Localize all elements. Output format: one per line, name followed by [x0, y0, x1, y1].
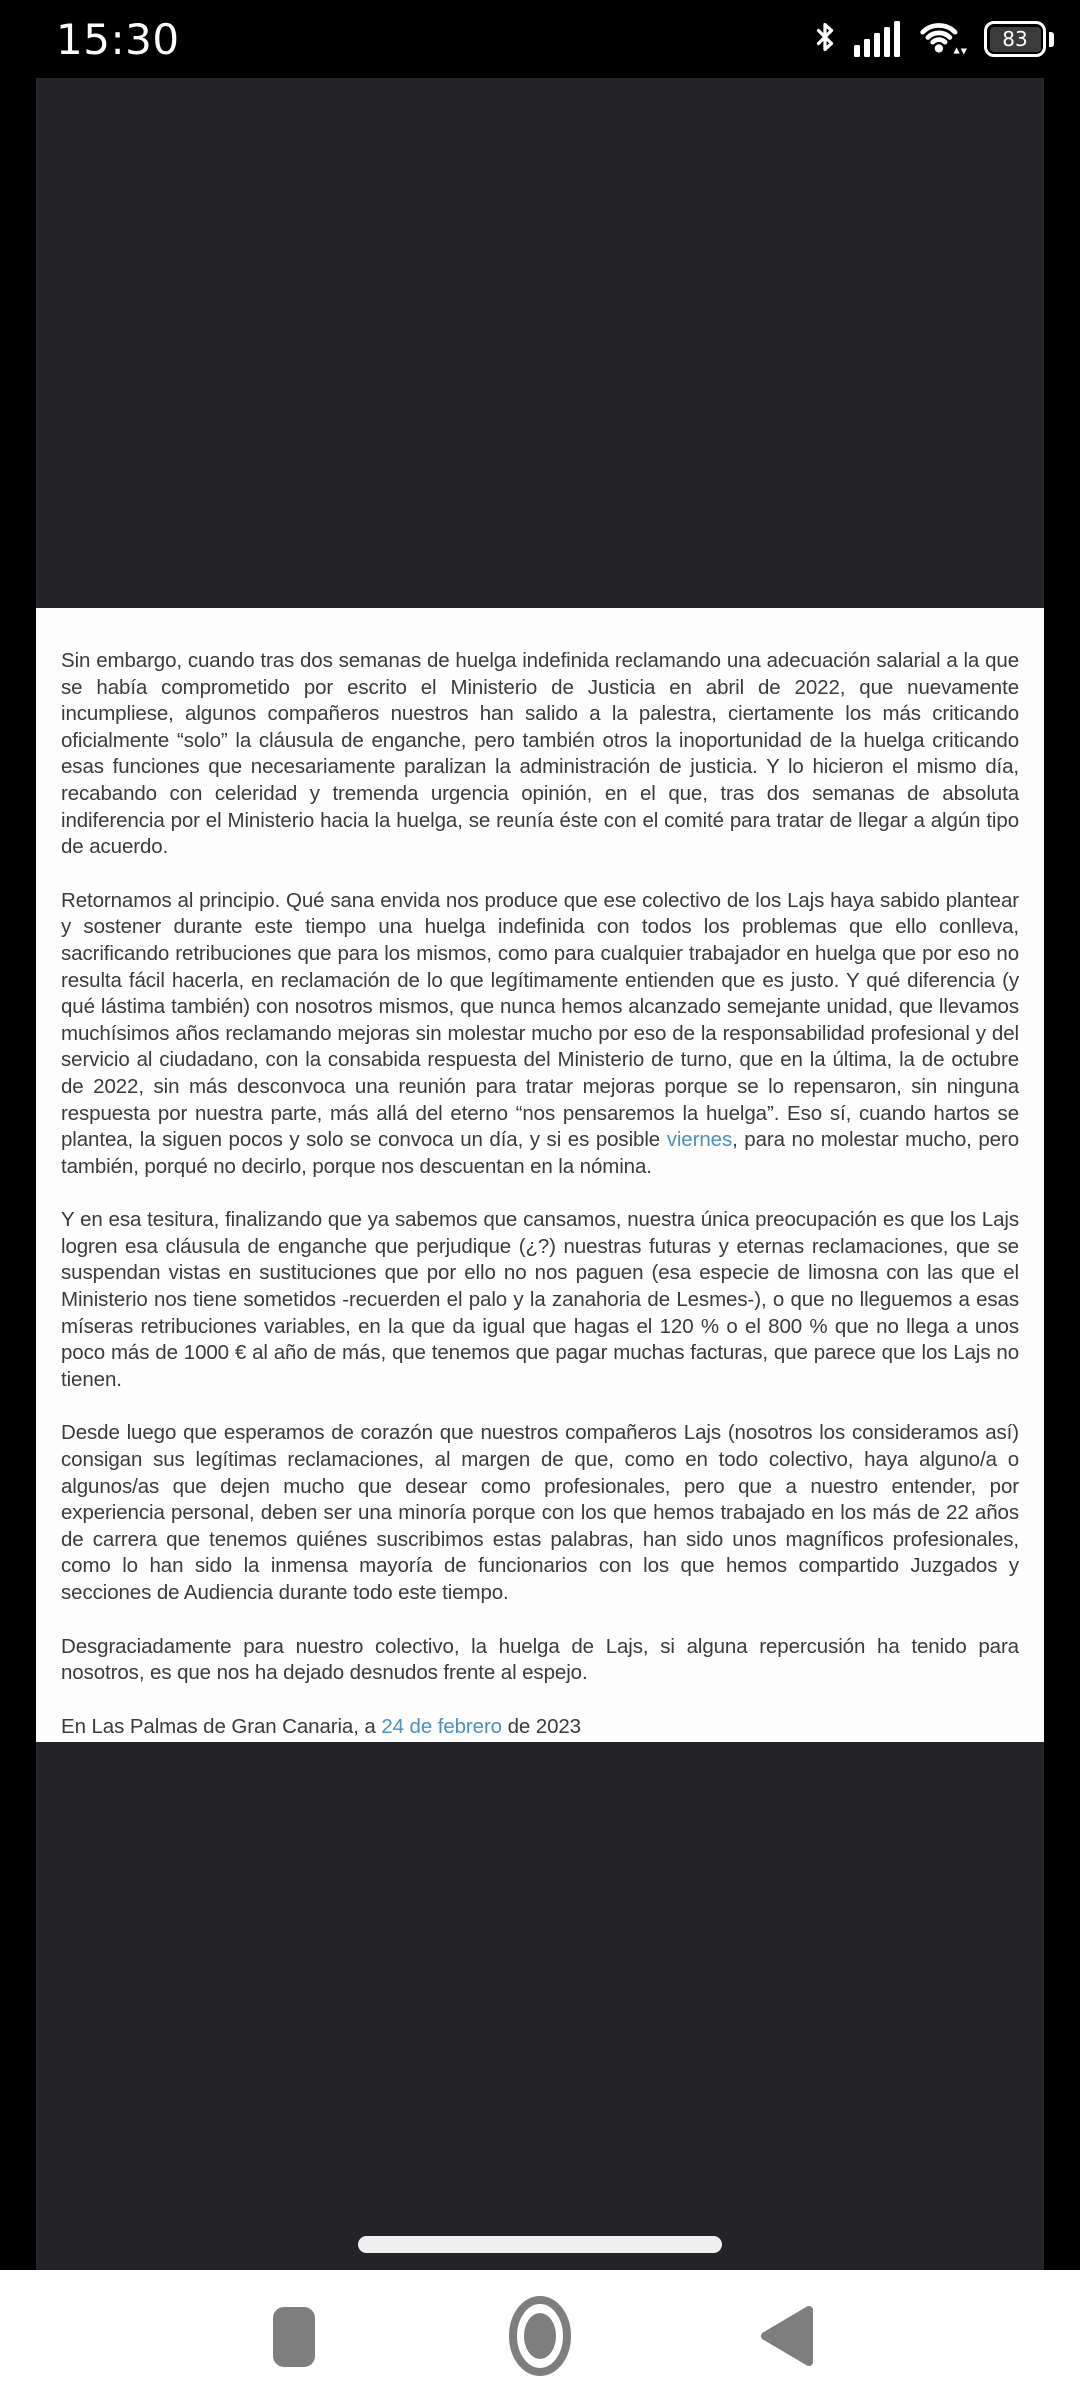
status-bar: [0, 0, 1080, 78]
paragraph-text: Retornamos al principio. Qué sana envida nos produce que ese colectivo de los Lajs haya sabido plantear y sostener durante este tiempo una huelga indefinida con todos los problemas que ello conlleva, sacrificando retribuciones que para los mismos, como para cualquier trabajador en huelga que por eso no resulta fácil hacerla, en reclamación de lo que legítimamente entienden que es justo. Y qué diferencia (y qué lástima también) con nosotros mismos, que nunca hemos alcanzado semejante unidad, que llevamos muchísimos años reclamando mejoras sin molestar mucho por eso de la responsabilidad profesional y del servicio al ciudadano, con la consabida respuesta del Ministerio de turno, que en la última, la de octubre de 2022, sin más desconvoca una reunión para tratar mejoras porque se lo repensaron, sin ninguna respuesta por nuestra parte, más allá del eterno “nos pensaremos la huelga”. Eso sí, cuando hartos se plantea, la siguen pocos y solo se convoca un día, y si es posible: [61, 888, 1019, 1152]
battery-percent: 83: [990, 27, 1041, 52]
gesture-pill[interactable]: [358, 2236, 722, 2253]
closing-text: En Las Palmas de Gran Canaria, a: [61, 1714, 382, 1738]
home-button[interactable]: [507, 2302, 573, 2372]
paragraph: Y en esa tesitura, finalizando que ya sabemos que cansamos, nuestra única preocupación es que los Lajs logren esa cláusula de enganche que perjudique (¿?) nuestras futuras y eternas reclamaciones, que se suspendan vistas en sustituciones que por ello no nos paguen (esa especie de limosna con las que el Ministerio nos tiene sometidos -recuerden el palo y la zanahoria de Lesmes-), o que no lleguemos a esas míseras retribuciones variables, en la que da igual que hagas el 120 % o el 800 % que no llega a unos poco más de 1000 € al año de más, que tenemos que pagar muchas facturas, que parece que los Lajs no tienen.: [61, 1208, 1019, 1391]
image-viewer[interactable]: [36, 78, 1044, 2270]
closing-date-line: [61, 1714, 1019, 1741]
back-triangle-icon: [755, 2302, 817, 2373]
navigation-bar: [0, 2270, 1080, 2400]
status-icons: [812, 18, 1054, 61]
clock: 15:30: [56, 14, 180, 64]
paragraph: Desde luego que esperamos de corazón que nuestros compañeros Lajs (nosotros los consideramos así) consigan sus legítimas reclamaciones, al margen de que, como en todo colectivo, haya alguno/a o algunos/as que dejen mucho que desear como profesionales, pero que a nuestro entender, por experiencia personal, deben ser una minoría porque con los que hemos trabajado en los más de 22 años de carrera que tenemos quiénes suscribimos estas palabras, han sido unos magníficos profesionales, como lo han sido la inmensa mayoría de funcionarios con los que hemos compartido Juzgados y secciones de Audiencia durante todo este tiempo.: [61, 1421, 1019, 1604]
link-date[interactable]: 24 de febrero: [381, 1714, 502, 1738]
battery-icon: [984, 21, 1054, 57]
paragraph: [61, 888, 1019, 1181]
bluetooth-icon: [812, 19, 838, 60]
paragraph: Desgraciadamente para nuestro colectivo, la huelga de Lajs, si alguna repercusión ha tenido para nosotros, es que nos ha dejado desnudos frente al espejo.: [61, 1634, 1019, 1685]
signal-strength-icon: [854, 21, 900, 57]
paragraph-text: , para no molestar mucho, pero también, porqué no decirlo, porque nos descuentan en la nómina.: [61, 1128, 1019, 1178]
paragraph: Sin embargo, cuando tras dos semanas de huelga indefinida reclamando una adecuación salarial a la que se había comprometido por escrito el Ministerio de Justicia en abril de 2022, que nuevamente incumpliese, algunos compañeros nuestros han salido a la palestra, ciertamente los más criticando oficialmente “solo” la cláusula de enganche, pero también otros la inoportunidad de la huelga criticando esas funciones que necesariamente paralizan la administración de justicia. Y lo hicieron el mismo día, recabando con celeridad y tremenda urgencia opinión, en el que, tras dos semanas de absoluta indiferencia por el Ministerio hacia la huelga, se reunía éste con el comité para tratar de llegar a algún tipo de acuerdo.: [61, 649, 1019, 859]
recents-square-icon: [273, 2307, 315, 2367]
back-button[interactable]: [753, 2302, 819, 2372]
recents-button[interactable]: [261, 2302, 327, 2372]
link-viernes[interactable]: viernes: [666, 1128, 733, 1152]
document-page: [36, 608, 1044, 1742]
closing-text: de 2023: [501, 1714, 581, 1738]
home-circle-icon: [507, 2294, 573, 2381]
wifi-icon: [916, 18, 968, 61]
